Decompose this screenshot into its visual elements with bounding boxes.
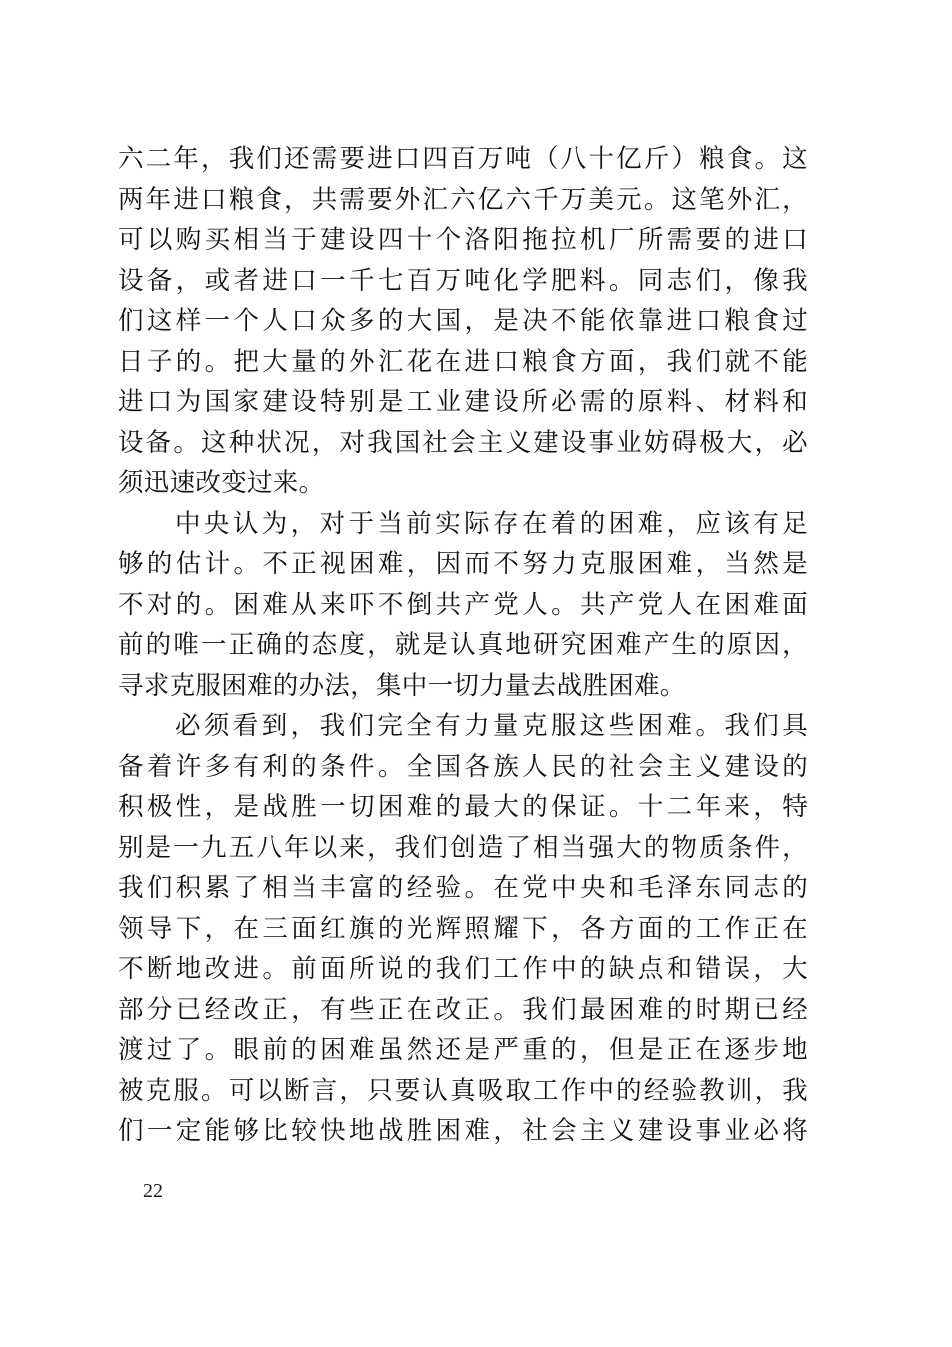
text-line: 须迅速改变过来。 (118, 468, 325, 498)
page-number: 22 (143, 1180, 163, 1202)
text-line: 领导下，在三面红旗的光辉照耀下，各方面的工作正在 (118, 913, 808, 944)
text-line: 们一定能够比较快地战胜困难，社会主义建设事业必将 (118, 1116, 808, 1146)
text-line: 别是一九五八年以来，我们创造了相当强大的物质条件， (118, 832, 808, 863)
text-line: 们这样一个人口众多的大国，是决不能依靠进口粮食过 (118, 306, 808, 336)
text-line: 备着许多有利的条件。全国各族人民的社会主义建设的 (118, 751, 808, 782)
text-line: 不断地改进。前面所说的我们工作中的缺点和错误，大 (118, 954, 808, 984)
text-line: 可以购买相当于建设四十个洛阳拖拉机厂所需要的进口 (118, 225, 808, 255)
text-line: 两年进口粮食，共需要外汇六亿六千万美元。这笔外汇， (118, 184, 808, 215)
text-line: 六二年，我们还需要进口四百万吨（八十亿斤）粮食。这 (118, 144, 808, 174)
text-line: 我们积累了相当丰富的经验。在党中央和毛泽东同志的 (118, 873, 808, 903)
text-line: 部分已经改正，有些正在改正。我们最困难的时期已经 (118, 994, 808, 1025)
text-line: 必须看到，我们完全有力量克服这些困难。我们具 (175, 711, 808, 741)
text-line: 中央认为，对于当前实际存在着的困难，应该有足 (175, 508, 808, 539)
text-line: 前的唯一正确的态度，就是认真地研究困难产生的原因， (118, 630, 808, 660)
text-line: 够的估计。不正视困难，因而不努力克服困难，当然是 (118, 549, 808, 579)
text-line: 日子的。把大量的外汇花在进口粮食方面，我们就不能 (118, 346, 808, 377)
text-line: 不对的。困难从来吓不倒共产党人。共产党人在困难面 (118, 589, 808, 620)
body-text (118, 139, 808, 1152)
text-line: 进口为国家建设特别是工业建设所必需的原料、材料和 (118, 387, 808, 417)
text-line: 积极性，是战胜一切困难的最大的保证。十二年来，特 (118, 792, 808, 822)
text-line: 设备，或者进口一千七百万吨化学肥料。同志们，像我 (118, 265, 808, 296)
text-line: 设备。这种状况，对我国社会主义建设事业妨碍极大，必 (118, 427, 808, 458)
text-line: 寻求克服困难的办法，集中一切力量去战胜困难。 (118, 670, 686, 701)
text-line: 渡过了。眼前的困难虽然还是严重的，但是正在逐步地 (118, 1035, 808, 1065)
text-line: 被克服。可以断言，只要认真吸取工作中的经验教训，我 (118, 1075, 808, 1106)
